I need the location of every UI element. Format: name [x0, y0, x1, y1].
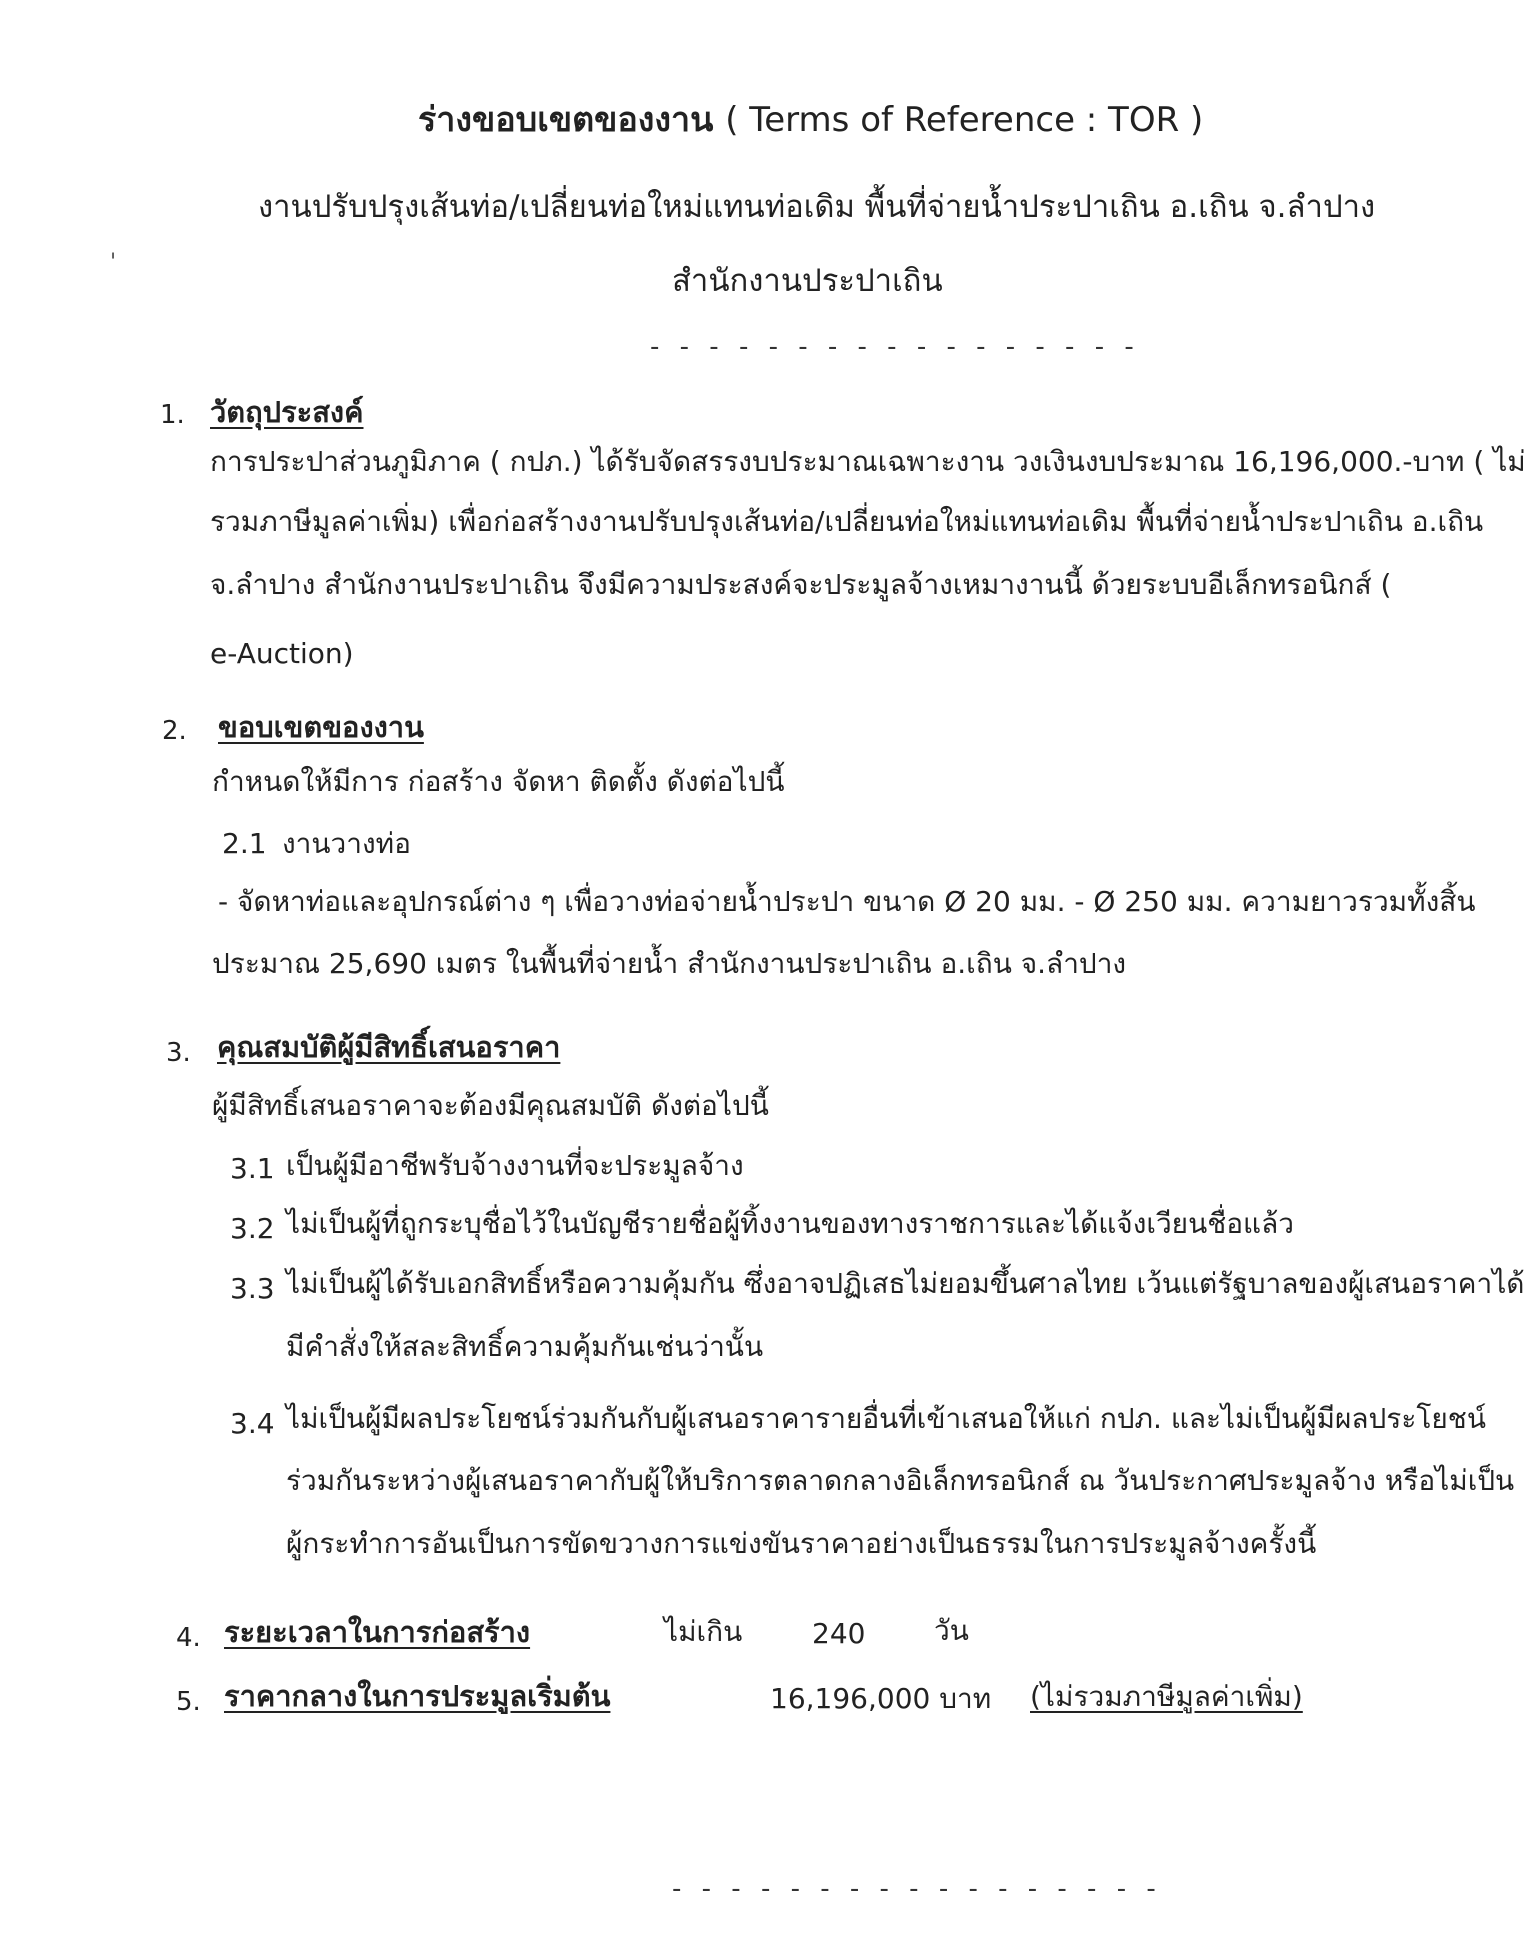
- office-name: สำนักงานประปาเถิน: [672, 263, 943, 299]
- duration-unit: วัน: [934, 1614, 969, 1647]
- section-2-title: ขอบเขตของงาน: [218, 710, 424, 744]
- document-title-english: ( Terms of Reference : TOR ): [725, 100, 1204, 140]
- footer-divider: - - - - - - - - - - - - - - - - -: [672, 1874, 1162, 1904]
- section-1-line: e-Auction): [210, 637, 354, 670]
- section-3-intro: ผู้มีสิทธิ์เสนอราคาจะต้องมีคุณสมบัติ ดังต่อไปนี้: [212, 1089, 769, 1122]
- vat-note: (ไม่รวมภาษีมูลค่าเพิ่ม): [1030, 1680, 1303, 1713]
- section-1-title: วัตถุประสงค์: [210, 395, 364, 429]
- document-title: [418, 100, 1204, 140]
- duration-days: 240: [812, 1617, 866, 1650]
- criteria-number: 3.2: [230, 1212, 275, 1245]
- criteria-text: มีคำสั่งให้สละสิทธิ์ความคุ้มกันเช่นว่านั้น: [286, 1330, 764, 1363]
- criteria-text: ร่วมกันระหว่างผู้เสนอราคากับผู้ให้บริการตลาดกลางอิเล็กทรอนิกส์ ณ วันประกาศประมูลจ้าง หรือไม่เป็น: [286, 1464, 1515, 1497]
- section-2-1-number: 2.1: [222, 827, 267, 860]
- section-2-intro: กำหนดให้มีการ ก่อสร้าง จัดหา ติดตั้ง ดังต่อไปนี้: [212, 765, 785, 798]
- section-1-line: รวมภาษีมูลค่าเพิ่ม) เพื่อก่อสร้างงานปรับปรุงเส้นท่อ/เปลี่ยนท่อใหม่แทนท่อเดิม พื้นที่จ่ายน้ำประปาเถิน อ.เถิน: [210, 505, 1484, 538]
- criteria-number: 3.1: [230, 1152, 275, 1185]
- section-4-number: 4.: [176, 1623, 201, 1653]
- section-3-title: คุณสมบัติผู้มีสิทธิ์เสนอราคา: [217, 1030, 561, 1064]
- criteria-text: ไม่เป็นผู้ที่ถูกระบุชื่อไว้ในบัญชีรายชื่อผู้ทิ้งงานของทางราชการและได้แจ้งเวียนชื่อแล้ว: [286, 1207, 1294, 1240]
- section-5-title: ราคากลางในการประมูลเริ่มต้น: [224, 1679, 611, 1713]
- document-title-thai: ร่างขอบเขตของงาน: [418, 100, 714, 140]
- section-4-title: ระยะเวลาในการก่อสร้าง: [224, 1615, 531, 1649]
- section-2-number: 2.: [162, 716, 187, 746]
- header-divider: - - - - - - - - - - - - - - - - -: [650, 332, 1140, 362]
- section-2-line: ประมาณ 25,690 เมตร ในพื้นที่จ่ายน้ำ สำนักงานประปาเถิน อ.เถิน จ.ลำปาง: [212, 947, 1127, 980]
- criteria-number: 3.3: [230, 1272, 275, 1305]
- section-2-line: - จัดหาท่อและอุปกรณ์ต่าง ๆ เพื่อวางท่อจ่ายน้ำประปา ขนาด Ø 20 มม. - Ø 250 มม. ความยาวรวมทั้งสิ้น: [218, 885, 1476, 918]
- section-1-line: จ.ลำปาง สำนักงานประปาเถิน จึงมีความประสงค์จะประมูลจ้างเหมางานนี้ ด้วยระบบอีเล็กทรอนิกส์ (: [210, 568, 1392, 601]
- stray-mark: ': [110, 250, 117, 275]
- criteria-text: ไม่เป็นผู้ได้รับเอกสิทธิ์หรือความคุ้มกัน ซึ่งอาจปฏิเสธไม่ยอมขึ้นศาลไทย เว้นแต่รัฐบาลของผู้เสนอราคาได้: [286, 1267, 1525, 1300]
- section-2-1-title: งานวางท่อ: [282, 827, 411, 860]
- reference-price: 16,196,000 บาท: [770, 1682, 992, 1715]
- section-5-number: 5.: [176, 1687, 201, 1717]
- section-1-line: การประปาส่วนภูมิภาค ( กปภ.) ได้รับจัดสรรงบประมาณเฉพาะงาน วงเงินงบประมาณ 16,196,000.-บาท ( ไม่: [210, 445, 1526, 478]
- section-1-number: 1.: [160, 400, 185, 430]
- criteria-text: เป็นผู้มีอาชีพรับจ้างงานที่จะประมูลจ้าง: [286, 1149, 744, 1182]
- section-3-number: 3.: [166, 1038, 191, 1068]
- project-subtitle: งานปรับปรุงเส้นท่อ/เปลี่ยนท่อใหม่แทนท่อเดิม พื้นที่จ่ายน้ำประปาเถิน อ.เถิน จ.ลำปาง: [258, 189, 1376, 225]
- duration-limit-label: ไม่เกิน: [664, 1615, 743, 1648]
- criteria-text: ไม่เป็นผู้มีผลประโยชน์ร่วมกันกับผู้เสนอราคารายอื่นที่เข้าเสนอให้แก่ กปภ. และไม่เป็นผู้มีผลประโยชน์: [286, 1402, 1486, 1435]
- criteria-text: ผู้กระทำการอันเป็นการขัดขวางการแข่งขันราคาอย่างเป็นธรรมในการประมูลจ้างครั้งนี้: [286, 1527, 1317, 1560]
- criteria-number: 3.4: [230, 1407, 275, 1440]
